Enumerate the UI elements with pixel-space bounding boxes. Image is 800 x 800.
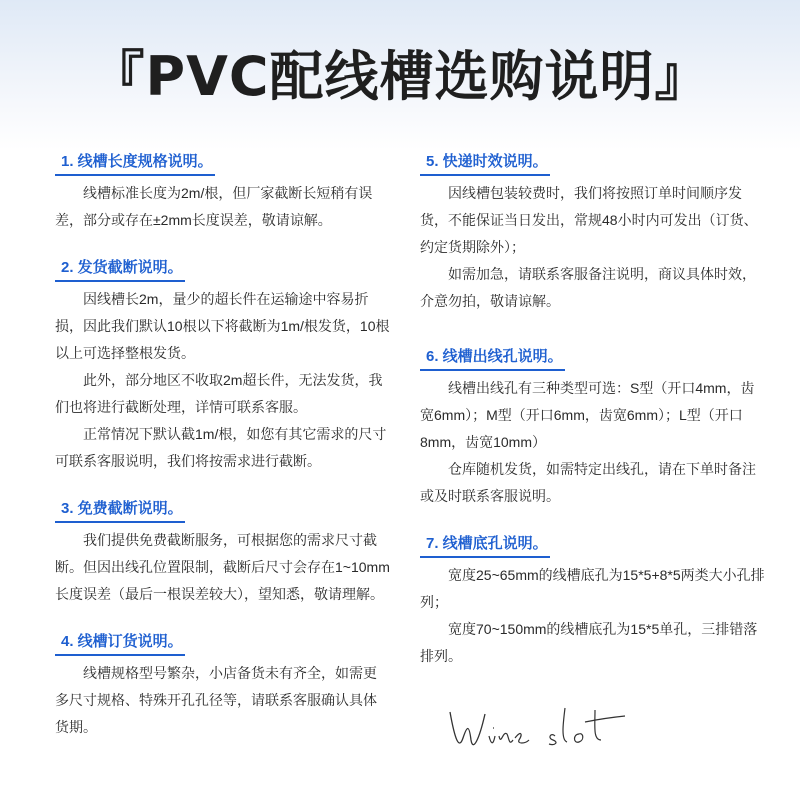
- section-outlet-holes: [420, 345, 765, 510]
- section-heading: 6. 线槽出线孔说明。: [420, 345, 565, 371]
- section-heading: 2. 发货截断说明。: [55, 256, 185, 282]
- section-heading: 4. 线槽订货说明。: [55, 630, 185, 656]
- section-paragraph: 宽度70~150mm的线槽底孔为15*5单孔，三排错落排列。: [420, 621, 758, 664]
- section-free-cut: [55, 497, 390, 608]
- section-length-spec: [55, 150, 390, 234]
- section-paragraph: 线槽规格型号繁杂，小店备货未有齐全，如需更多尺寸规格、特殊开孔孔径等，请联系客服确认具体货期。: [55, 665, 377, 735]
- section-paragraph: 线槽标准长度为2m/根，但厂家截断长短稍有误差，部分或存在±2mm长度误差，敬请谅解。: [55, 185, 373, 228]
- section-paragraph: 因线槽长2m，量少的超长件在运输途中容易折损，因此我们默认10根以下将截断为1m/根发货，10根以上可选择整根发货。: [55, 291, 390, 361]
- right-column: [420, 150, 765, 692]
- section-paragraph: 线槽出线孔有三种类型可选：S型（开口4mm，齿宽6mm）；M型（开口6mm，齿宽6mm）；L型（开口8mm，齿宽10mm）: [420, 380, 755, 450]
- section-heading: 1. 线槽长度规格说明。: [55, 150, 215, 176]
- section-ordering: [55, 630, 390, 741]
- section-paragraph: 正常情况下默认截1m/根，如您有其它需求的尺寸可联系客服说明，我们将按需求进行截断。: [55, 426, 387, 469]
- section-paragraph: 因线槽包装较费时，我们将按照订单时间顺序发货，不能保证当日发出，常规48小时内可发出（订货、约定货期除外）；: [420, 185, 758, 255]
- section-paragraph: 我们提供免费截断服务，可根据您的需求尺寸截断。但因出线孔位置限制，截断后尺寸会存在1~10mm长度误差（最后一根误差较大），望知悉，敬请理解。: [55, 532, 390, 602]
- section-paragraph: 仓库随机发货，如需特定出线孔，请在下单时备注或及时联系客服说明。: [420, 461, 756, 504]
- signature-image: [445, 700, 645, 760]
- section-heading: 7. 线槽底孔说明。: [420, 532, 550, 558]
- section-heading: 5. 快递时效说明。: [420, 150, 550, 176]
- section-bottom-holes: [420, 532, 765, 670]
- page-title: 『PVC配线槽选购说明』: [90, 45, 710, 108]
- section-shipping-cut: [55, 256, 390, 475]
- section-paragraph: 此外，部分地区不收取2m超长件，无法发货，我们也将进行截断处理，详情可联系客服。: [55, 372, 383, 415]
- section-paragraph: 宽度25~65mm的线槽底孔为15*5+8*5两类大小孔排列；: [420, 567, 765, 610]
- section-heading: 3. 免费截断说明。: [55, 497, 185, 523]
- section-paragraph: 如需加急，请联系客服备注说明，商议具体时效，介意勿拍，敬请谅解。: [420, 266, 756, 309]
- left-column: [55, 150, 390, 763]
- section-delivery-time: [420, 150, 765, 315]
